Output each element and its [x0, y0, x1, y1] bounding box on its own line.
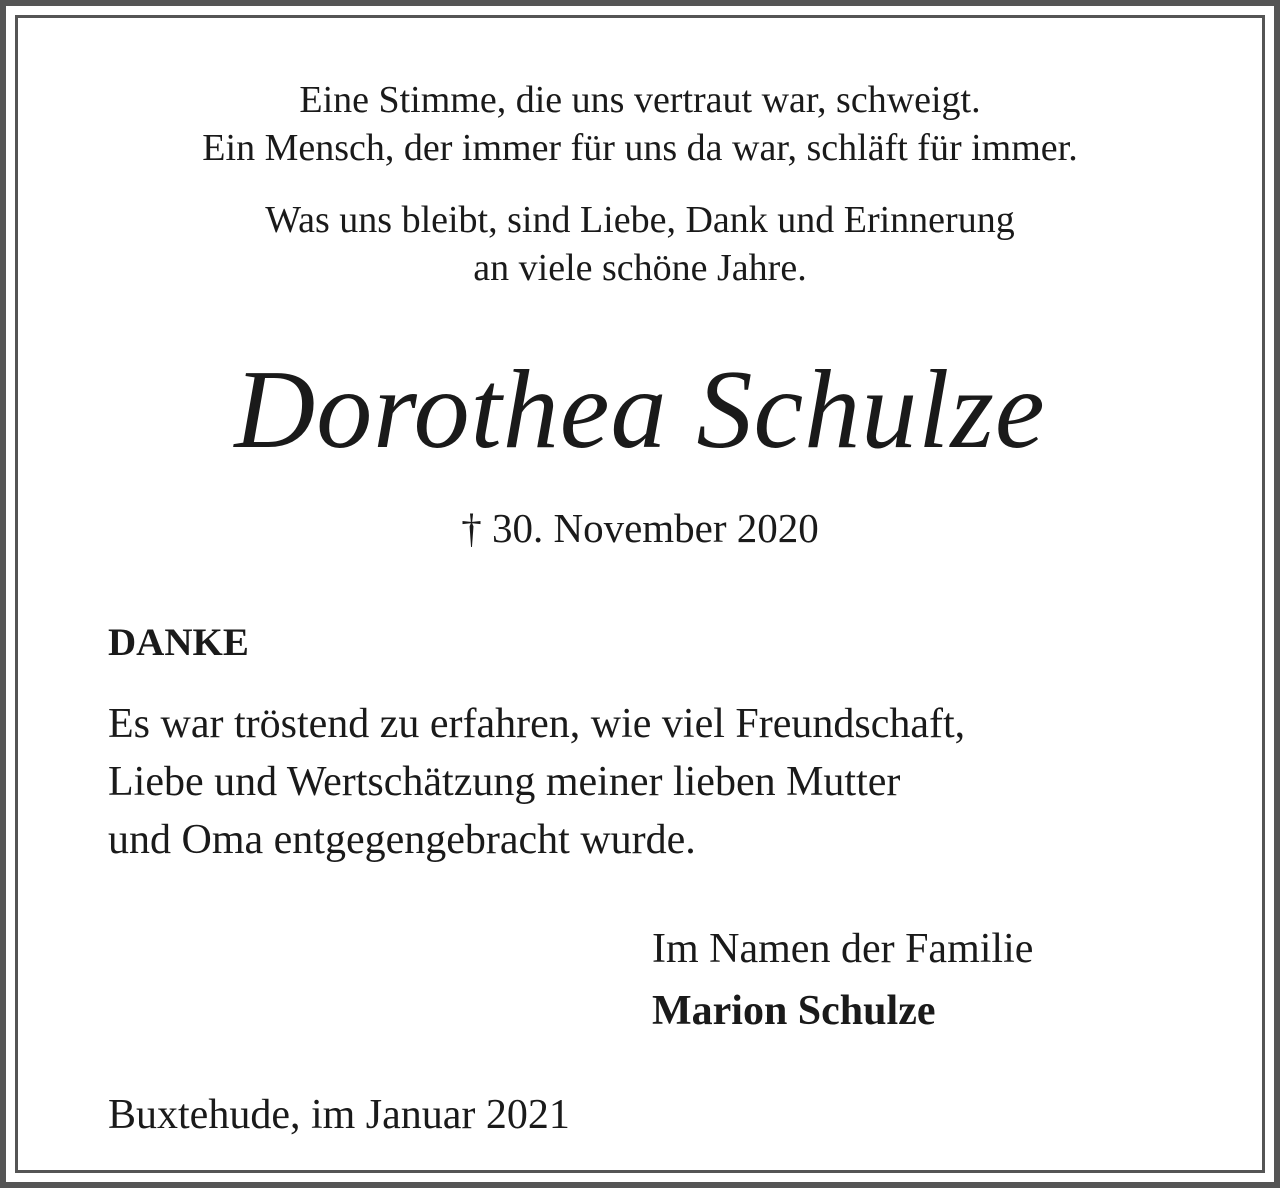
- thanks-heading: DANKE: [108, 621, 249, 664]
- place-date: Buxtehude, im Januar 2021: [108, 1092, 570, 1138]
- inner-border: [15, 15, 1265, 1173]
- signature-name: Marion Schulze: [652, 988, 936, 1034]
- verse-block-2: [0, 196, 1280, 292]
- verse-block-1: [0, 76, 1280, 172]
- verse-line-4: an viele schöne Jahre.: [473, 247, 807, 289]
- verse-line-3: Was uns bleibt, sind Liebe, Dank und Erinnerung: [265, 199, 1015, 241]
- verse-line-1: Eine Stimme, die uns vertraut war, schweigt.: [299, 79, 981, 121]
- signature-intro: Im Namen der Familie: [652, 926, 1034, 972]
- signature: [652, 918, 1033, 1042]
- death-date: † 30. November 2020: [461, 505, 819, 551]
- verse-line-2: Ein Mensch, der immer für uns da war, schläft für immer.: [202, 127, 1078, 169]
- thanks-line-2: Liebe und Wertschätzung meiner lieben Mutter: [108, 759, 901, 805]
- thanks-line-1: Es war tröstend zu erfahren, wie viel Freundschaft,: [108, 701, 966, 747]
- thanks-line-3: und Oma entgegengebracht wurde.: [108, 817, 696, 863]
- deceased-name: Dorothea Schulze: [234, 348, 1046, 472]
- thanks-text: [108, 695, 965, 869]
